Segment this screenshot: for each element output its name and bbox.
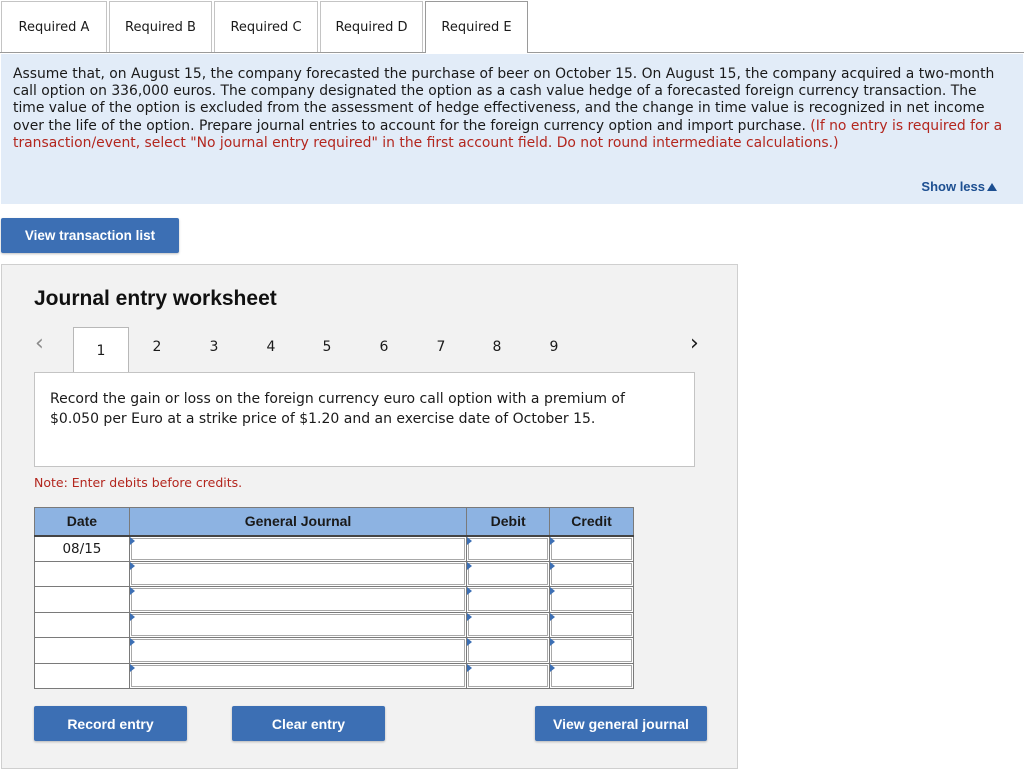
account-cell[interactable] [129,663,466,689]
table-row [35,638,634,664]
column-header-date: Date [35,508,130,536]
account-input[interactable] [131,639,465,662]
credit-input[interactable] [551,563,632,586]
credit-input[interactable] [551,614,632,637]
credit-input[interactable] [551,538,632,560]
record-entry-button[interactable]: Record entry [34,706,187,741]
debit-input[interactable] [468,538,548,560]
account-cell[interactable] [129,638,466,664]
credit-cell[interactable] [550,638,634,664]
credit-input[interactable] [551,665,632,688]
dropdown-flag-icon [130,537,135,545]
dropdown-flag-icon [550,562,555,570]
journal-table [34,507,634,689]
dropdown-flag-icon [130,587,135,595]
account-input[interactable] [131,538,465,560]
table-row [35,612,634,638]
table-row [35,561,634,587]
debit-cell[interactable] [467,663,550,689]
dropdown-flag-icon [467,613,472,621]
journal-entry-worksheet [1,264,738,769]
debit-cell[interactable] [467,536,550,562]
debit-input[interactable] [468,563,548,586]
date-cell: 08/15 [35,536,130,562]
table-row [35,536,634,562]
dropdown-flag-icon [467,638,472,646]
tab-required-c[interactable]: Required C [214,1,318,52]
date-cell [35,612,130,638]
account-input[interactable] [131,614,465,637]
debit-input[interactable] [468,665,548,688]
chevron-right-icon[interactable]: › [690,331,699,356]
column-header-general-journal: General Journal [129,508,466,536]
tab-required-d[interactable]: Required D [320,1,423,52]
instructions-text [13,66,1003,152]
credit-input[interactable] [551,588,632,611]
debits-note: Note: Enter debits before credits. [34,475,243,490]
page-8[interactable]: 8 [492,339,502,355]
page-1[interactable]: 1 [73,327,129,373]
account-input[interactable] [131,588,465,611]
debit-cell[interactable] [467,587,550,613]
dropdown-flag-icon [130,562,135,570]
debit-input[interactable] [468,639,548,662]
dropdown-flag-icon [550,613,555,621]
dropdown-flag-icon [550,664,555,672]
dropdown-flag-icon [130,664,135,672]
column-header-debit: Debit [467,508,550,536]
journal-table-header [35,508,634,536]
transaction-description-box [34,372,695,467]
date-cell [35,561,130,587]
debit-cell[interactable] [467,561,550,587]
dropdown-flag-icon [467,537,472,545]
page-4[interactable]: 4 [266,339,276,355]
tab-required-e[interactable]: Required E [425,1,528,53]
tab-required-a[interactable]: Required A [1,1,107,52]
page-6[interactable]: 6 [379,339,389,355]
debit-cell[interactable] [467,612,550,638]
account-input[interactable] [131,563,465,586]
clear-entry-button[interactable]: Clear entry [232,706,385,741]
dropdown-flag-icon [467,587,472,595]
account-cell[interactable] [129,561,466,587]
show-less-link[interactable] [921,179,997,194]
page-7[interactable]: 7 [436,339,446,355]
instructions-main: Assume that, on August 15, the company forecasted the purchase of beer on October 15. On August 15, the company acquired a two-month call option on 336,000 euros. The company designated the option as a cash value hedge of a forecasted foreign currency transaction. The time value of the option is excluded from the assessment of hedge effectiveness, and the change in time value is recognized in net income over the life of the option. Prepare journal entries to account for the foreign currency option and import purchase. [13,66,995,134]
debit-input[interactable] [468,588,548,611]
page-2[interactable]: 2 [152,339,162,355]
dropdown-flag-icon [550,537,555,545]
tab-required-b[interactable]: Required B [109,1,212,52]
credit-cell[interactable] [550,561,634,587]
view-general-journal-button[interactable]: View general journal [535,706,707,741]
table-row [35,587,634,613]
date-cell [35,638,130,664]
table-row [35,663,634,689]
column-header-credit: Credit [550,508,634,536]
transaction-description: Record the gain or loss on the foreign currency euro call option with a premium of $0.050 per Euro at a strike price of $1.20 and an exercise date of October 15. [50,391,625,427]
worksheet-title: Journal entry worksheet [34,287,277,310]
date-cell [35,663,130,689]
triangle-up-icon [987,183,997,191]
account-cell[interactable] [129,587,466,613]
credit-input[interactable] [551,639,632,662]
page-5[interactable]: 5 [322,339,332,355]
account-cell[interactable] [129,536,466,562]
dropdown-flag-icon [550,638,555,646]
dropdown-flag-icon [550,587,555,595]
tab-bar [0,0,1024,53]
dropdown-flag-icon [467,562,472,570]
page-3[interactable]: 3 [209,339,219,355]
account-cell[interactable] [129,612,466,638]
instructions-panel [1,54,1023,204]
debit-cell[interactable] [467,638,550,664]
date-cell [35,587,130,613]
chevron-left-icon[interactable]: ‹ [35,331,44,356]
credit-cell[interactable] [550,536,634,562]
page-9[interactable]: 9 [549,339,559,355]
account-input[interactable] [131,665,465,688]
credit-cell[interactable] [550,663,634,689]
credit-cell[interactable] [550,587,634,613]
instructions-note: (If no entry is required for a transaction/event, select "No journal entry required" in the first account field. Do not round intermediate calculations.) [13,117,1003,151]
debit-input[interactable] [468,614,548,637]
dropdown-flag-icon [130,613,135,621]
view-transaction-list-button[interactable]: View transaction list [1,218,179,253]
dropdown-flag-icon [467,664,472,672]
dropdown-flag-icon [130,638,135,646]
credit-cell[interactable] [550,612,634,638]
show-less-label: Show less [921,179,985,194]
